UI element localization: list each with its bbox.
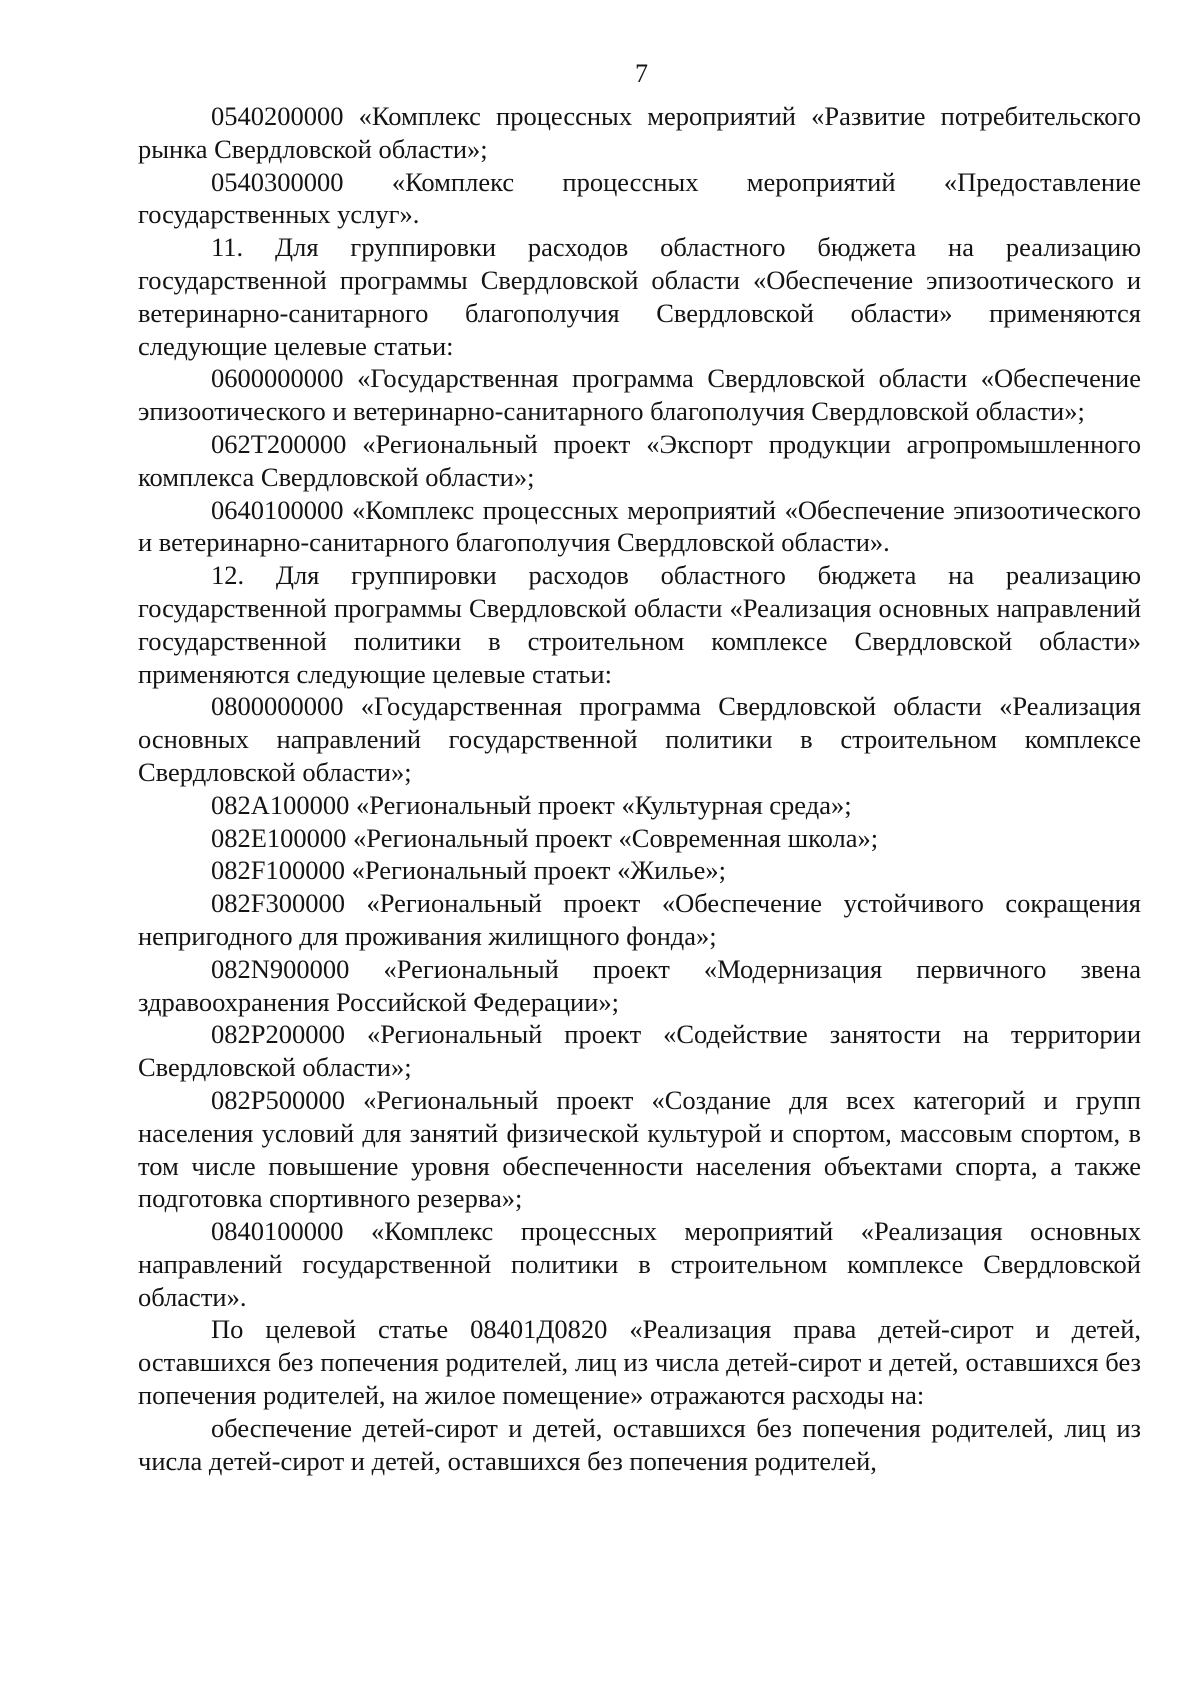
paragraph-target-article-0540200000: 0540200000 «Комплекс процессных мероприятий «Развитие потребительского рынка Свердловской области»; <box>138 101 1141 164</box>
page-number: 7 <box>635 59 648 88</box>
paragraph-target-article-082N900000: 082N900000 «Региональный проект «Модернизация первичного звена здравоохранения Российской Федерации»; <box>138 953 1141 1017</box>
paragraph-target-article-08401D0820: По целевой статье 08401Д0820 «Реализация права детей-сирот и детей, оставшихся без попечения родителей, лиц из числа детей-сирот и детей, оставшихся без попечения родителей, на жилое помещение» отражаются расходы на: <box>138 1314 1141 1411</box>
paragraph-target-article-082A100000: 082А100000 «Региональный проект «Культурная среда»; <box>211 789 852 820</box>
document-body <box>138 100 1141 1477</box>
paragraph-target-article-082P500000: 082Р500000 «Региональный проект «Создание для всех категорий и групп населения условий для занятий физической культурой и спортом, массовым спортом, в том числе повышение уровня обеспеченности населения объектами спорта, а также подготовка спортивного резерва»; <box>138 1084 1141 1214</box>
paragraph-expenses-provision: обеспечение детей-сирот и детей, оставшихся без попечения родителей, лиц из числа детей-сирот и детей, оставшихся без попечения родителей, <box>138 1412 1141 1476</box>
paragraph-item-11: 11. Для группировки расходов областного бюджета на реализацию государственной программы Свердловской области «Обеспечение эпизоотического и ветеринарно-санитарного благополучия Свердловской области» применяются следующие целевые статьи: <box>138 232 1141 361</box>
paragraph-target-article-082F300000: 082F300000 «Региональный проект «Обеспечение устойчивого сокращения непригодного для проживания жилищного фонда»; <box>138 888 1141 951</box>
paragraph-target-article-082P200000: 082Р200000 «Региональный проект «Содействие занятости на территории Свердловской области»; <box>138 1019 1141 1083</box>
paragraph-target-article-0840100000: 0840100000 «Комплекс процессных мероприятий «Реализация основных направлений государственной политики в строительном комплексе Свердловской области». <box>138 1216 1141 1312</box>
paragraph-item-12: 12. Для группировки расходов областного бюджета на реализацию государственной программы Свердловской области «Реализация основных направлений государственной политики в строительном комплексе Свердловской области» применяются следующие целевые статьи: <box>138 560 1141 689</box>
paragraph-target-article-082F100000: 082F100000 «Региональный проект «Жилье»; <box>211 855 726 886</box>
paragraph-target-article-0640100000: 0640100000 «Комплекс процессных мероприятий «Обеспечение эпизоотического и ветеринарно-санитарного благополучия Свердловской области». <box>138 494 1141 558</box>
paragraph-target-article-0600000000: 0600000000 «Государственная программа Свердловской области «Обеспечение эпизоотического и ветеринарно-санитарного благополучия Свердловской области»; <box>138 363 1141 427</box>
paragraph-target-article-0540300000: 0540300000 «Комплекс процессных мероприятий «Предоставление государственных услуг». <box>138 166 1141 230</box>
paragraph-target-article-082E100000: 082Е100000 «Региональный проект «Современная школа»; <box>211 822 879 853</box>
paragraph-target-article-0800000000: 0800000000 «Государственная программа Свердловской области «Реализация основных направлений государственной политики в строительном комплексе Свердловской области»; <box>138 691 1141 787</box>
paragraph-target-article-062T200000: 062Т200000 «Региональный проект «Экспорт продукции агропромышленного комплекса Свердловской области»; <box>138 428 1141 492</box>
